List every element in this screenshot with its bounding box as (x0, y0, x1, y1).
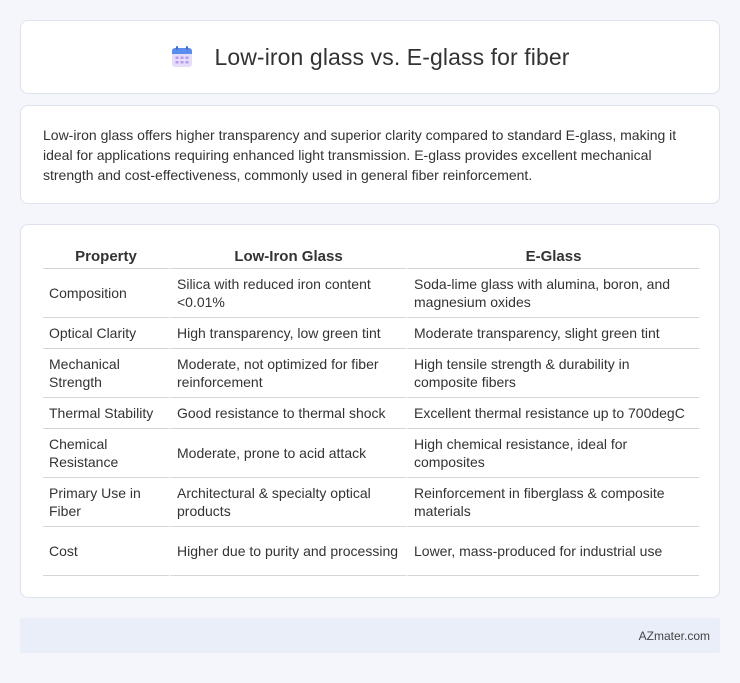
low-iron-cell: High transparency, low green tint (169, 318, 406, 349)
intro-text: Low-iron glass offers higher transparency and superior clarity compared to standard E-glass, making it ideal for applications requiring enhanced light transmission. E-glass provides excellent mechanical strength and cost-effectiveness, commonly used in general fiber reinforcement. (43, 127, 677, 183)
header-low-iron-glass: Low-Iron Glass (169, 243, 406, 269)
title-card (20, 20, 720, 94)
comparison-card (20, 224, 720, 598)
page-title: Low-iron glass vs. E-glass for fiber (214, 43, 570, 70)
low-iron-cell: Architectural & specialty optical products (169, 478, 406, 527)
e-glass-cell: Excellent thermal resistance up to 700degC (406, 398, 699, 429)
low-iron-cell: Silica with reduced iron content <0.01% (169, 269, 406, 318)
e-glass-cell: High tensile strength & durability in composite fibers (406, 349, 699, 398)
table-row (43, 429, 699, 478)
comparison-table (43, 243, 699, 576)
property-cell: Cost (43, 527, 169, 576)
low-iron-cell: Moderate, prone to acid attack (169, 429, 406, 478)
footer-brand[interactable]: AZmater.com (638, 628, 710, 643)
header-e-glass: E-Glass (406, 243, 699, 269)
property-cell: Composition (43, 269, 169, 318)
property-cell: Chemical Resistance (43, 429, 169, 478)
property-cell: Optical Clarity (43, 318, 169, 349)
e-glass-cell: High chemical resistance, ideal for composites (406, 429, 699, 478)
calendar-icon (170, 45, 194, 69)
property-cell: Mechanical Strength (43, 349, 169, 398)
property-cell: Primary Use in Fiber (43, 478, 169, 527)
table-row (43, 478, 699, 527)
low-iron-cell: Higher due to purity and processing (169, 527, 406, 576)
property-cell: Thermal Stability (43, 398, 169, 429)
footer (20, 618, 720, 653)
low-iron-cell: Good resistance to thermal shock (169, 398, 406, 429)
e-glass-cell: Moderate transparency, slight green tint (406, 318, 699, 349)
header-property: Property (43, 243, 169, 269)
low-iron-cell: Moderate, not optimized for fiber reinforcement (169, 349, 406, 398)
intro-card (20, 105, 720, 204)
e-glass-cell: Reinforcement in fiberglass & composite materials (406, 478, 699, 527)
table-row (43, 527, 699, 576)
table-row (43, 318, 699, 349)
table-row (43, 349, 699, 398)
e-glass-cell: Soda-lime glass with alumina, boron, and magnesium oxides (406, 269, 699, 318)
table-row (43, 398, 699, 429)
e-glass-cell: Lower, mass-produced for industrial use (406, 527, 699, 576)
table-row (43, 269, 699, 318)
table-header-row (43, 243, 699, 269)
